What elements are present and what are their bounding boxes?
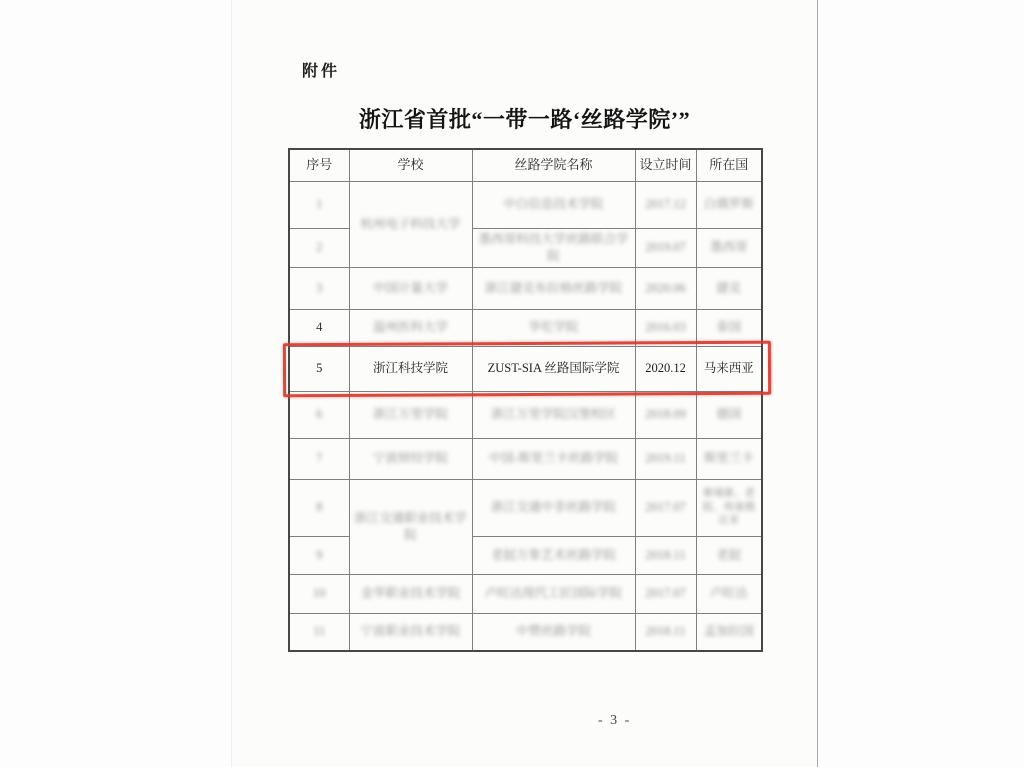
table-row bbox=[289, 438, 762, 479]
cell-text: 墨西哥 bbox=[709, 240, 748, 255]
table-row bbox=[289, 613, 762, 651]
cell-text: 中国计量大学 bbox=[372, 280, 448, 295]
cell-text: 2019.11 bbox=[645, 451, 686, 466]
cell-text: 5 bbox=[316, 361, 323, 376]
cell-text: 中白信息技术学院 bbox=[503, 197, 604, 212]
table-cell bbox=[289, 346, 349, 391]
table-cell bbox=[289, 536, 349, 574]
table-cell bbox=[696, 479, 762, 536]
cell-text: 捷克 bbox=[716, 280, 742, 295]
page-number: - 3 - bbox=[598, 713, 632, 728]
table-cell bbox=[349, 391, 472, 438]
table-cell bbox=[472, 267, 635, 309]
table-cell bbox=[635, 267, 696, 309]
cell-text: 2016.03 bbox=[645, 320, 686, 335]
cell-text: 中赞丝路学院 bbox=[515, 624, 591, 639]
table-cell bbox=[349, 574, 472, 613]
table-cell bbox=[635, 574, 696, 613]
cell-text: 11 bbox=[313, 624, 326, 639]
table-cell bbox=[289, 613, 349, 651]
column-header: 所在国 bbox=[696, 149, 762, 181]
cell-text: 2017.07 bbox=[645, 500, 686, 515]
table-cell bbox=[635, 309, 696, 346]
cell-text: 3 bbox=[316, 280, 323, 295]
table-cell bbox=[696, 536, 762, 574]
cell-text: 8 bbox=[316, 500, 323, 515]
silk-road-table bbox=[288, 148, 763, 652]
table-cell bbox=[289, 574, 349, 613]
table-cell bbox=[696, 309, 762, 346]
table-cell bbox=[635, 479, 696, 536]
table-container bbox=[288, 148, 763, 652]
table-cell bbox=[696, 391, 762, 438]
cell-text: 华佗学院 bbox=[528, 320, 579, 335]
cell-text: 墨西哥科技大学丝路联合学院 bbox=[478, 231, 629, 263]
table-cell bbox=[349, 181, 472, 267]
table-cell bbox=[635, 391, 696, 438]
cell-text: 孟加拉国 bbox=[703, 624, 754, 639]
column-header: 设立时间 bbox=[635, 149, 696, 181]
cell-text: 浙江万里学院汉堡校区 bbox=[490, 407, 616, 422]
table-cell bbox=[472, 309, 635, 346]
cell-text: ZUST-SIA 丝路国际学院 bbox=[487, 361, 620, 376]
table-cell bbox=[349, 309, 472, 346]
table-cell bbox=[696, 613, 762, 651]
table-cell bbox=[472, 346, 635, 391]
cell-text: 10 bbox=[313, 586, 326, 601]
table-cell bbox=[472, 574, 635, 613]
attachment-label: 附件 bbox=[302, 63, 341, 80]
table-cell bbox=[289, 181, 349, 228]
table-cell bbox=[696, 438, 762, 479]
cell-text: 2020.12 bbox=[645, 361, 686, 376]
table-cell bbox=[635, 438, 696, 479]
table-cell bbox=[472, 613, 635, 651]
table-cell bbox=[472, 228, 635, 267]
cell-text: 宁波财经学院 bbox=[372, 451, 448, 466]
cell-text: 卢旺达 bbox=[709, 586, 748, 601]
table-row-highlighted bbox=[289, 346, 762, 391]
table-row bbox=[289, 181, 762, 228]
table-row bbox=[289, 479, 762, 536]
cell-text: 中国-斯里兰卡丝路学院 bbox=[488, 451, 619, 466]
cell-text: 2018.09 bbox=[645, 407, 686, 422]
table-cell bbox=[289, 438, 349, 479]
cell-text: 白俄罗斯 bbox=[703, 197, 754, 212]
table-cell bbox=[349, 267, 472, 309]
cell-text: 泰国 bbox=[716, 320, 742, 335]
cell-text: 金华职业技术学院 bbox=[360, 586, 461, 601]
table-cell bbox=[696, 267, 762, 309]
column-header: 丝路学院名称 bbox=[472, 149, 635, 181]
document-page bbox=[231, 0, 818, 767]
cell-text: 杭州电子科技大学 bbox=[360, 216, 461, 231]
cell-text: 老挝万象艺术丝路学院 bbox=[490, 547, 616, 562]
table-cell bbox=[696, 228, 762, 267]
table-cell bbox=[349, 438, 472, 479]
cell-text: 老挝 bbox=[716, 547, 742, 562]
column-header: 序号 bbox=[289, 149, 349, 181]
table-cell bbox=[472, 536, 635, 574]
cell-text: 2017.07 bbox=[645, 586, 686, 601]
table-cell bbox=[635, 181, 696, 228]
table-row bbox=[289, 309, 762, 346]
cell-text: 德国 bbox=[716, 407, 742, 422]
cell-text: 2017.12 bbox=[645, 197, 686, 212]
table-cell bbox=[635, 346, 696, 391]
cell-text: 浙江捷克布拉格丝路学院 bbox=[484, 280, 623, 295]
cell-text: 浙江科技学院 bbox=[372, 361, 448, 376]
table-cell bbox=[349, 346, 472, 391]
table-row bbox=[289, 267, 762, 309]
page-title: 浙江省首批“一带一路‘丝路学院’” bbox=[358, 107, 691, 132]
cell-text: 2018.11 bbox=[645, 624, 686, 639]
cell-text: 柬埔寨、老挝、埃塞俄比亚 bbox=[702, 487, 755, 527]
cell-text: 2018.11 bbox=[645, 547, 686, 562]
cell-text: 4 bbox=[316, 320, 323, 335]
column-header: 学校 bbox=[349, 149, 472, 181]
cell-text: 马来西亚 bbox=[703, 361, 754, 376]
cell-text: 卢旺达现代工匠国际学院 bbox=[484, 586, 623, 601]
table-cell bbox=[472, 438, 635, 479]
cell-text: 浙江万里学院 bbox=[372, 407, 448, 422]
cell-text: 斯里兰卡 bbox=[703, 451, 754, 466]
table-cell bbox=[289, 228, 349, 267]
table-cell bbox=[289, 479, 349, 536]
table-cell bbox=[472, 391, 635, 438]
cell-text: 2020.06 bbox=[645, 280, 686, 295]
table-cell bbox=[349, 479, 472, 574]
table-cell bbox=[349, 613, 472, 651]
table-cell bbox=[635, 536, 696, 574]
cell-text: 6 bbox=[316, 407, 323, 422]
cell-text: 浙江交通中非丝路学院 bbox=[490, 500, 616, 515]
cell-text: 9 bbox=[316, 547, 323, 562]
table-row bbox=[289, 574, 762, 613]
cell-text: 7 bbox=[316, 451, 323, 466]
table-cell bbox=[472, 181, 635, 228]
table-cell bbox=[696, 346, 762, 391]
cell-text: 2 bbox=[316, 240, 323, 255]
table-row bbox=[289, 391, 762, 438]
cell-text: 宁波职业技术学院 bbox=[360, 624, 461, 639]
header-row bbox=[289, 149, 762, 181]
cell-text: 浙江交通职业技术学院 bbox=[354, 510, 467, 542]
table-cell bbox=[696, 181, 762, 228]
table-cell bbox=[696, 574, 762, 613]
cell-text: 2019.07 bbox=[645, 240, 686, 255]
table-cell bbox=[289, 267, 349, 309]
table-cell bbox=[289, 391, 349, 438]
table-cell bbox=[472, 479, 635, 536]
cell-text: 温州医科大学 bbox=[372, 320, 448, 335]
table-cell bbox=[635, 613, 696, 651]
cell-text: 1 bbox=[316, 197, 323, 212]
table-cell bbox=[635, 228, 696, 267]
table-cell bbox=[289, 309, 349, 346]
